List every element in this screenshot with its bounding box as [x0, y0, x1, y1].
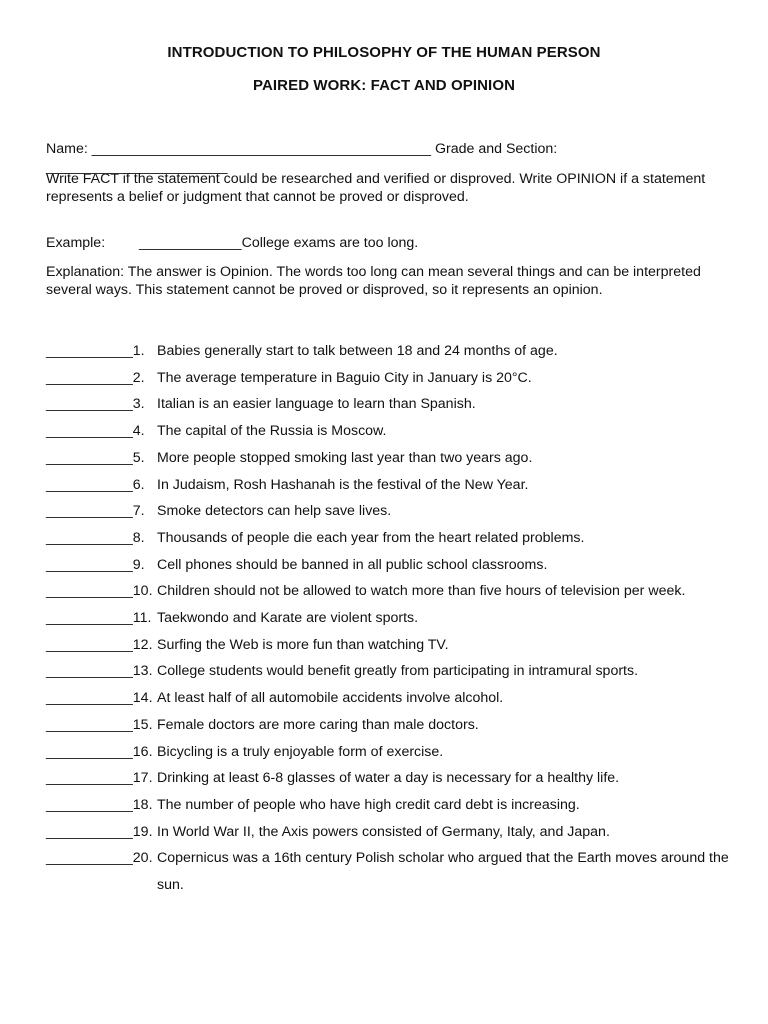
- list-item: [46, 578, 736, 605]
- example-label: Example:: [46, 235, 106, 251]
- statement-text: Taekwondo and Karate are violent sports.: [157, 610, 419, 627]
- statement-text: College students would benefit greatly from participating in intramural sports.: [157, 663, 639, 680]
- list-item: [46, 792, 736, 819]
- answer-blank-number: ___________1.: [46, 343, 145, 359]
- list-item: [46, 498, 736, 525]
- list-item: [46, 418, 736, 445]
- list-item: [46, 739, 736, 766]
- statement-text: The average temperature in Baguio City in January is 20°C.: [157, 369, 532, 386]
- answer-blank-number: ___________14.: [46, 690, 153, 707]
- example-statement: _____________College exams are too long.: [139, 235, 419, 251]
- list-item: [46, 658, 736, 685]
- list-item: [46, 819, 736, 846]
- instructions: Write FACT if the statement could be researched and verified or disproved. Write OPINION if a statement represents a belief or judgment that cannot be proved or disproved.: [46, 171, 706, 205]
- list-item: [46, 845, 736, 898]
- answer-blank-number: ___________3.: [46, 396, 145, 413]
- answer-blank-number: ___________10.: [46, 583, 153, 600]
- answer-blank-number: ___________18.: [46, 796, 153, 813]
- answer-blank-number: ___________11.: [46, 610, 152, 627]
- statement-text: Drinking at least 6-8 glasses of water a day is necessary for a healthy life.: [157, 770, 620, 787]
- statement-text: Italian is an easier language to learn than Spanish.: [157, 396, 476, 413]
- answer-blank-number: ___________2.: [46, 369, 145, 386]
- statement-text: In World War II, the Axis powers consisted of Germany, Italy, and Japan.: [157, 823, 610, 840]
- list-item: [46, 685, 736, 712]
- answer-blank-number: ___________8.: [46, 529, 145, 546]
- list-item: [46, 525, 736, 552]
- answer-blank-number: ___________17.: [46, 770, 153, 787]
- statement-text: At least half of all automobile accidents involve alcohol.: [157, 690, 504, 707]
- statement-text: Copernicus was a 16th century Polish scholar who argued that the Earth moves around the sun.: [157, 850, 729, 894]
- answer-blank-number: ___________15.: [46, 716, 153, 733]
- statement-text: Surfing the Web is more fun than watching TV.: [157, 636, 449, 653]
- page-subtitle: PAIRED WORK: FACT AND OPINION: [252, 77, 516, 94]
- list-item: [46, 338, 736, 365]
- statement-text: Thousands of people die each year from the heart related problems.: [157, 529, 585, 546]
- answer-blank-number: ___________7.: [46, 503, 145, 520]
- answer-blank-number: ___________19.: [46, 823, 153, 840]
- list-item: [46, 391, 736, 418]
- answer-blank-number: ___________4.: [46, 423, 145, 440]
- name-grade-section-line: Name: ___________________________________________ Grade and Section: _______________________: [46, 141, 558, 175]
- example-row: [46, 234, 726, 252]
- statement-text: Smoke detectors can help save lives.: [157, 503, 392, 520]
- statement-text: Cell phones should be banned in all public school classrooms.: [157, 556, 548, 573]
- list-item: [46, 552, 736, 579]
- list-item: [46, 445, 736, 472]
- list-item: [46, 365, 736, 392]
- explanation: Explanation: The answer is Opinion. The words too long can mean several things and can be interpreted several ways. This statement cannot be proved or disproved, so it represents an opinion.: [46, 264, 701, 298]
- statement-text: In Judaism, Rosh Hashanah is the festival of the New Year.: [157, 476, 529, 493]
- statement-text: Female doctors are more caring than male doctors.: [157, 716, 479, 733]
- statement-text: More people stopped smoking last year than two years ago.: [157, 449, 533, 466]
- answer-blank-number: ___________20.: [46, 850, 153, 867]
- page-title: INTRODUCTION TO PHILOSOPHY OF THE HUMAN PERSON: [167, 44, 601, 61]
- answer-blank-number: ___________16.: [46, 743, 153, 760]
- answer-blank-number: ___________13.: [46, 663, 153, 680]
- statement-text: The number of people who have high credit card debt is increasing.: [157, 796, 580, 813]
- answer-blank-number: ___________6.: [46, 476, 145, 493]
- statement-list: [46, 338, 736, 899]
- answer-blank-number: ___________5.: [46, 449, 145, 466]
- list-item: [46, 712, 736, 739]
- statement-text: The capital of the Russia is Moscow.: [157, 423, 387, 440]
- statement-text: Children should not be allowed to watch more than five hours of television per week.: [157, 583, 686, 600]
- list-item: [46, 632, 736, 659]
- list-item: [46, 765, 736, 792]
- answer-blank-number: ___________9.: [46, 556, 145, 573]
- list-item: [46, 472, 736, 499]
- list-item: [46, 605, 736, 632]
- answer-blank-number: ___________12.: [46, 636, 153, 653]
- statement-text: Babies generally start to talk between 18 and 24 months of age.: [157, 343, 558, 359]
- statement-text: Bicycling is a truly enjoyable form of exercise.: [157, 743, 444, 760]
